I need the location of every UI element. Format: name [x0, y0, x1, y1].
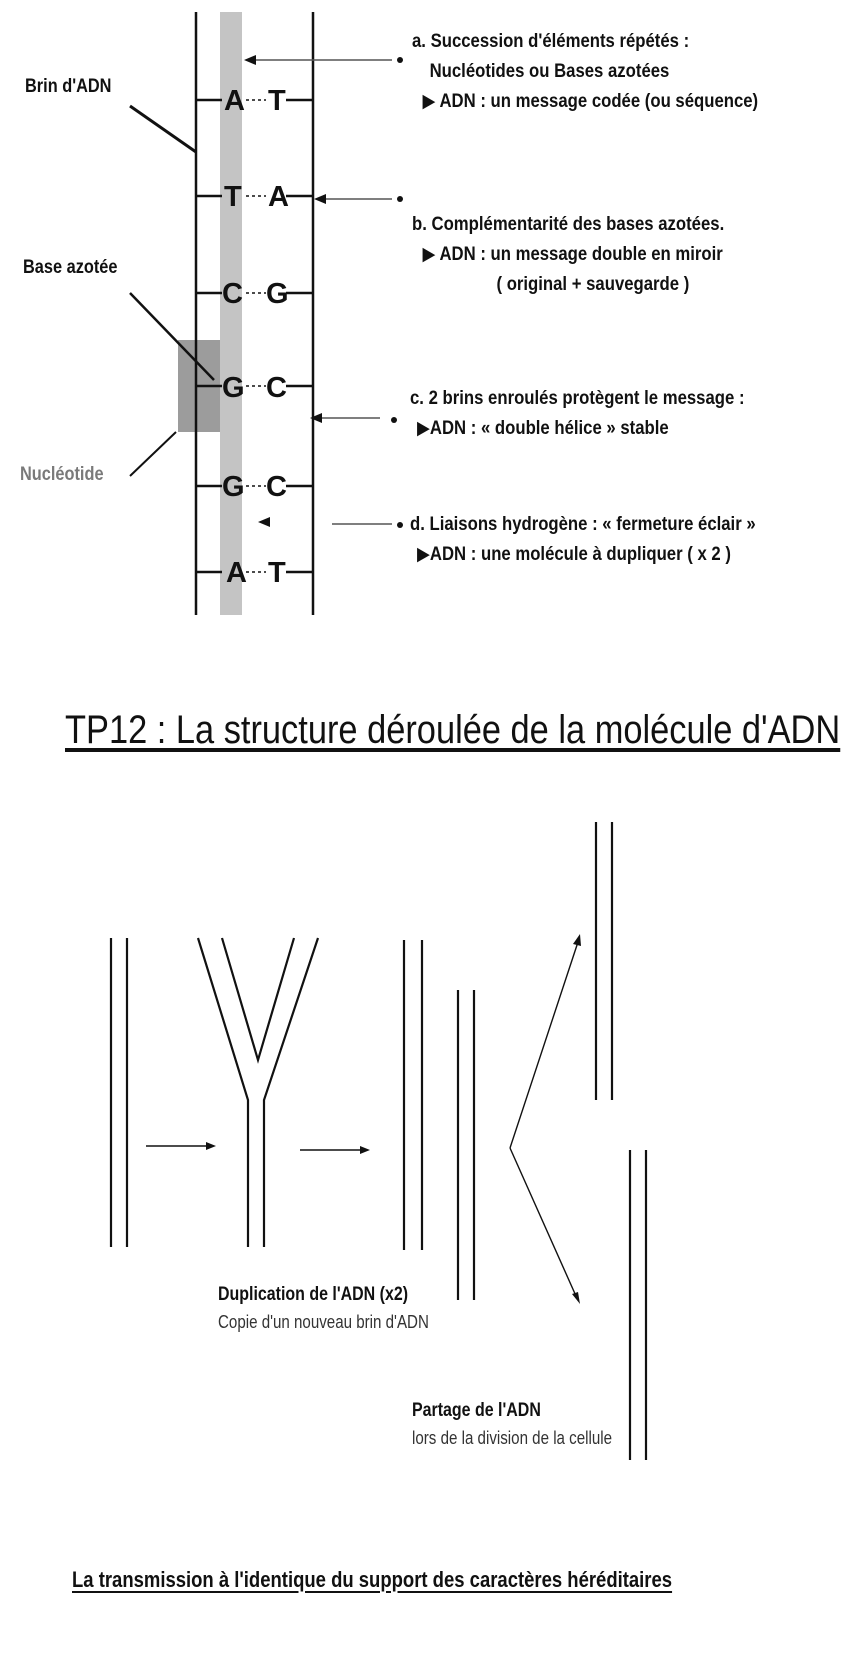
base-leader	[130, 293, 214, 380]
base-letter: G	[222, 471, 245, 503]
base-letter: A	[268, 181, 289, 213]
note-a	[412, 27, 758, 117]
note-c	[410, 384, 745, 444]
base-letter: A	[224, 85, 245, 117]
base-letter: C	[266, 372, 287, 404]
note-b-line3: ( original + sauvegarde )	[496, 274, 690, 295]
note-a-line1: a. Succession d'éléments répétés :	[412, 31, 690, 52]
strand-label: Brin d'ADN	[25, 76, 112, 97]
partage-caption-subtitle: lors de la division de la cellule	[412, 1428, 613, 1448]
footer-caption: La transmission à l'identique du support des caractères héréditaires	[72, 1567, 673, 1592]
base-label: Base azotée	[23, 257, 118, 278]
note-d-line1: d. Liaisons hydrogène : « fermeture éclair »	[410, 514, 756, 535]
strand-leader	[130, 106, 196, 152]
note-d-line2: ▶ADN : une molécule à dupliquer ( x 2 )	[417, 544, 731, 565]
partage-caption-title: Partage de l'ADN	[412, 1400, 541, 1421]
nucleotide-leader	[130, 432, 176, 476]
note-b-line1: b. Complémentarité des bases azotées.	[412, 214, 725, 235]
base-letter: G	[266, 278, 289, 310]
base-letter: T	[268, 557, 286, 589]
base-letter: A	[226, 557, 247, 589]
note-b-line2: ▶ ADN : un message double en miroir	[422, 244, 723, 265]
note-c-line1: c. 2 brins enroulés protègent le message :	[410, 388, 745, 409]
note-d	[410, 510, 756, 570]
duplication-diagram	[111, 822, 646, 1460]
nucleotide-label: Nucléotide	[20, 464, 104, 485]
page-title: TP12 : La structure déroulée de la molécule d'ADN	[65, 708, 841, 752]
duplication-caption-subtitle: Copie d'un nouveau brin d'ADN	[218, 1312, 429, 1332]
note-c-line2: ▶ADN : « double hélice » stable	[417, 418, 669, 439]
base-letter: C	[266, 471, 287, 503]
note-b	[412, 210, 724, 300]
hydrogen-bonds	[246, 100, 266, 572]
base-pair-rungs	[196, 100, 313, 572]
base-letter: T	[224, 181, 242, 213]
base-letter: C	[222, 278, 243, 310]
duplication-caption-title: Duplication de l'ADN (x2)	[218, 1284, 409, 1305]
note-a-line3: ▶ ADN : un message codée (ou séquence)	[422, 91, 759, 112]
base-letter: T	[268, 85, 286, 117]
note-a-line2: Nucléotides ou Bases azotées	[429, 61, 670, 82]
process-arrows	[146, 934, 581, 1304]
base-letter: G	[222, 372, 245, 404]
